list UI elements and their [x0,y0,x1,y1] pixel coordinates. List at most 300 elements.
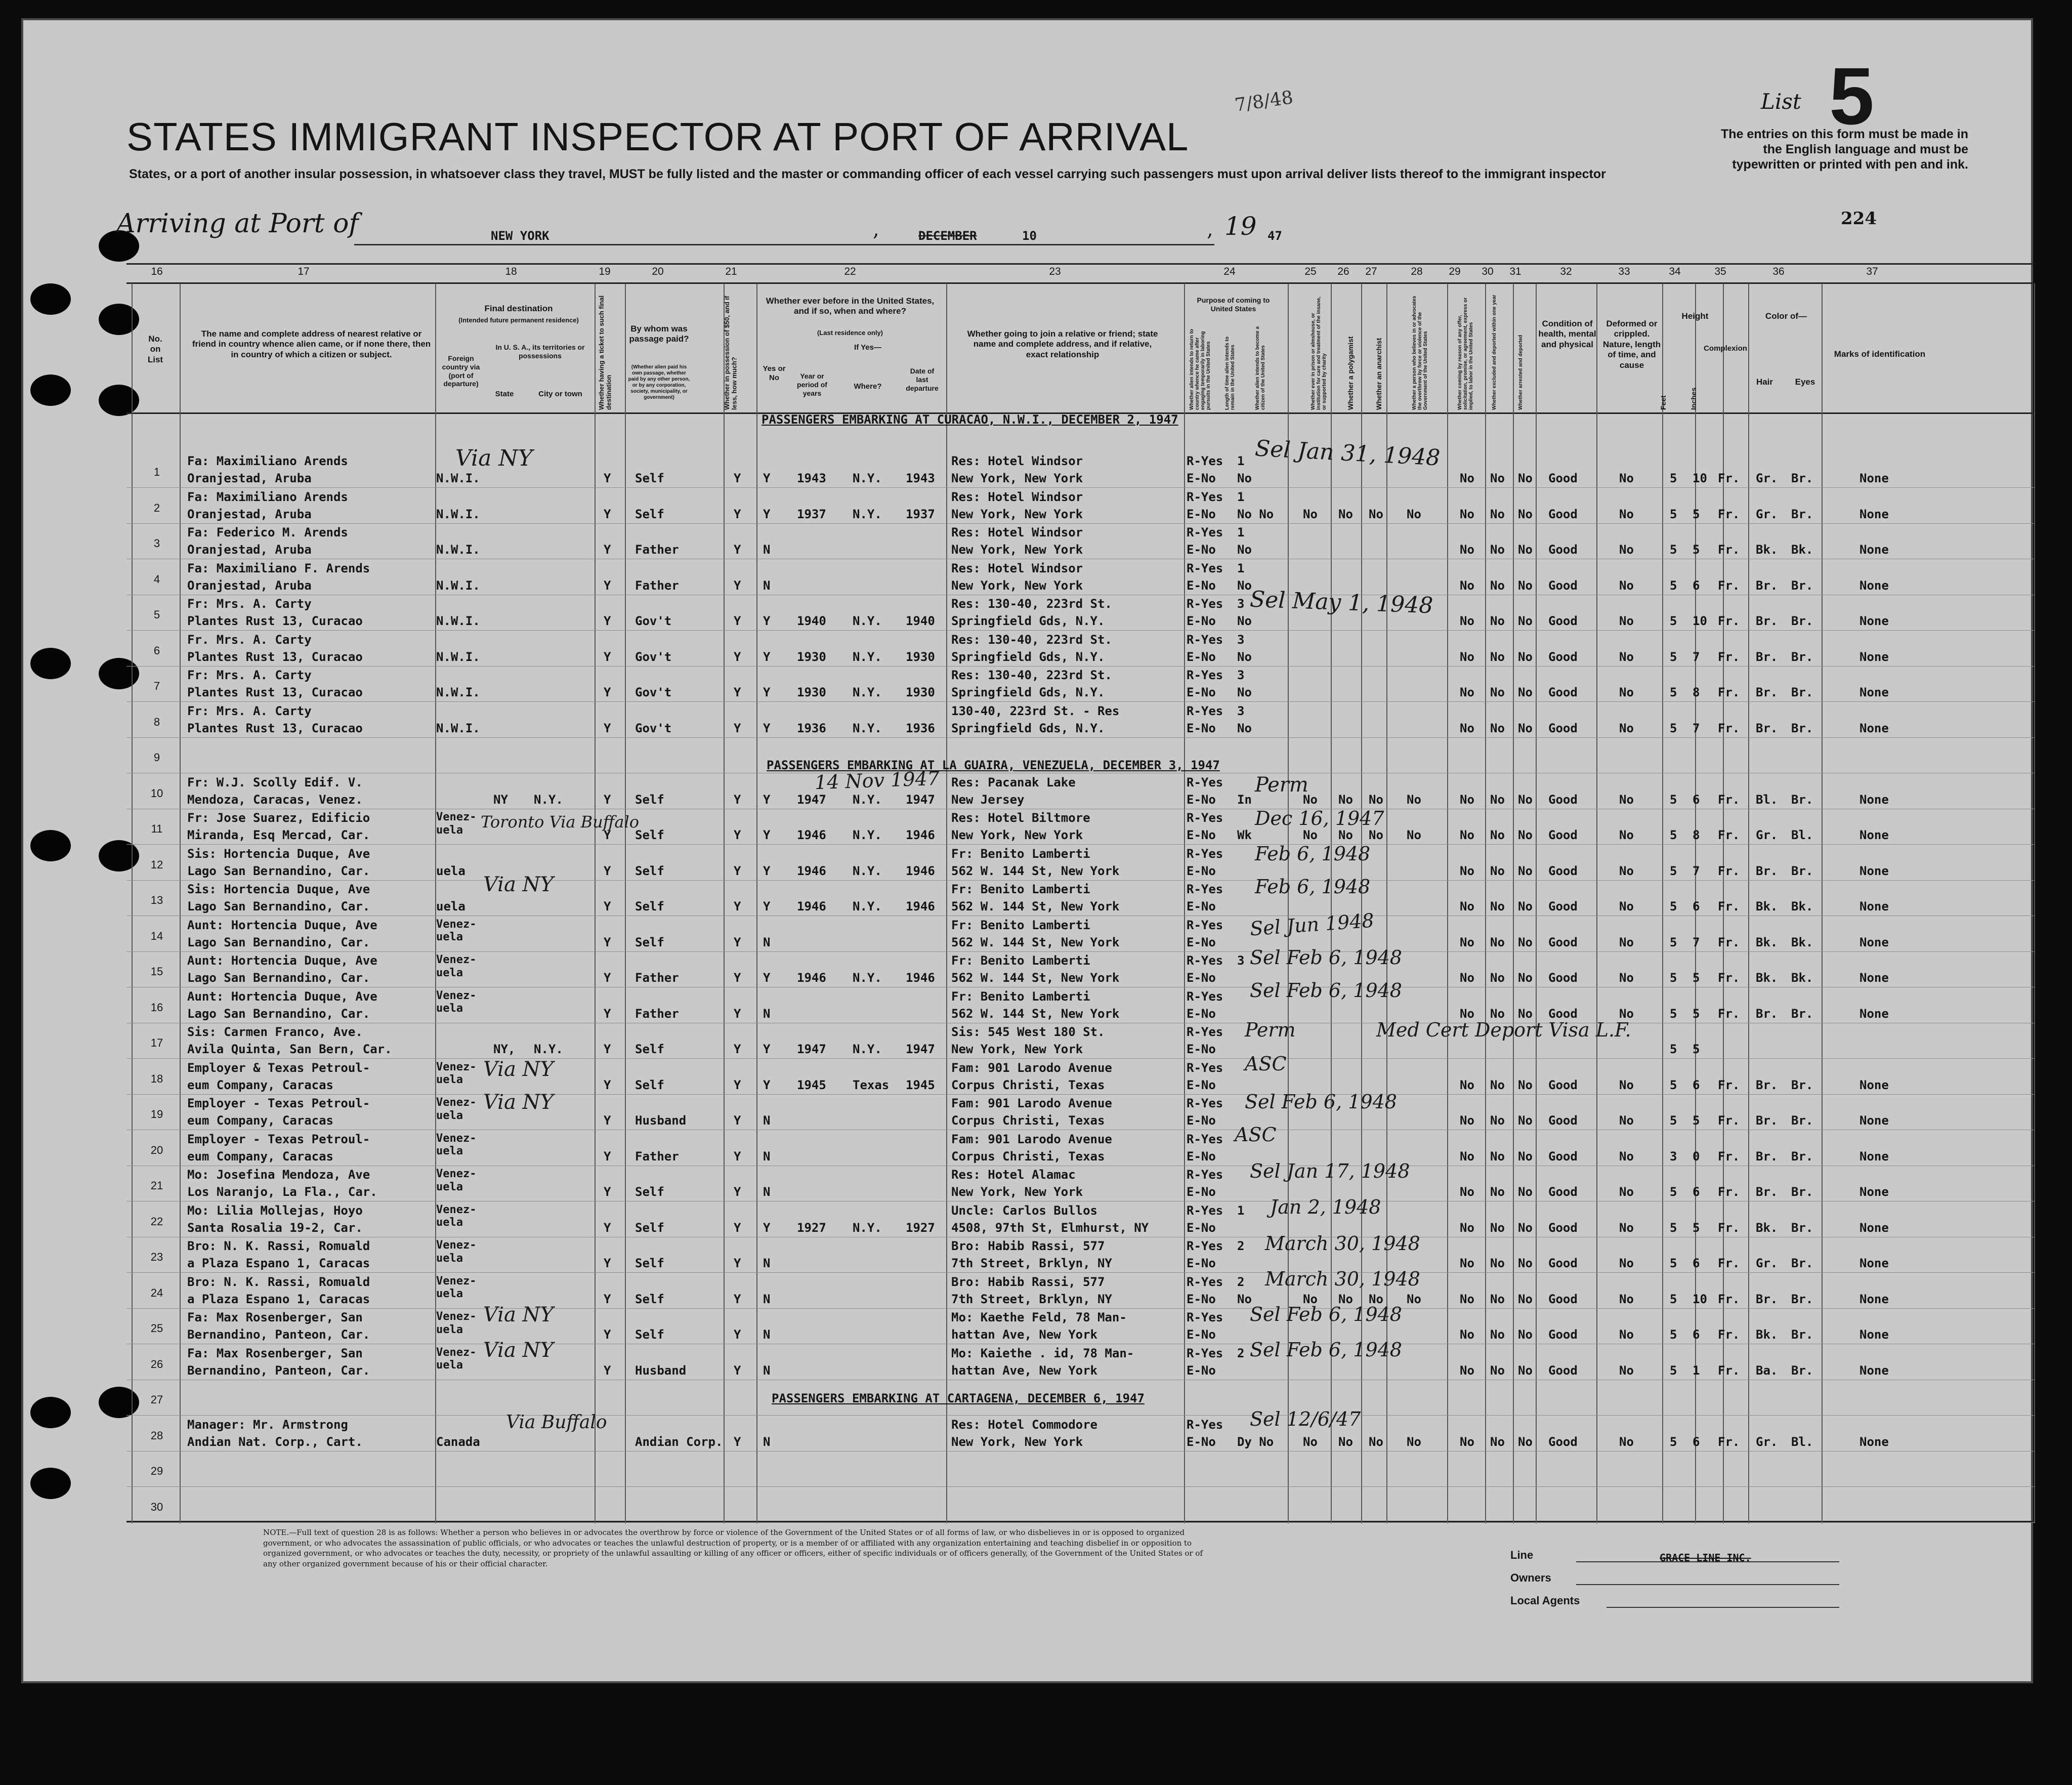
cell-purp-0: R-Yes [1187,668,1223,682]
cell-in: 7 [1693,649,1700,664]
cell-rel-1: Oranjestad, Aruba [187,507,312,521]
cell-hair: Gr. [1756,1434,1778,1449]
question-28-note: NOTE.—Full text of question 28 is as follows: Whether a person who believes in or advocates the overthrow by force or violence of the Government of the United States or of all forms of law, or who disbelieves in or is opposed to organized government, or who advocates the assassination of public officials, or who advocates or teaches the unlawful destruction of property, or is a member of or affiliated with any organization entertaining and teaching disbelief in or opposition to organized government, or who advocates or teaches the duty, necessity, or propriety of the unlawful assaulting or killing of any officer or officers, either of specific individuals or of officers generally, of the Government of the United States or of any other organized government because of his or their official character. [263,1528,1203,1569]
cell-via: N.W.I. [436,578,480,593]
hw-note: Sel Jan 31, 1948 [1254,435,1441,471]
cell-via: N.W.I. [436,507,480,521]
header-joining: Whether going to join a relative or friend; state name and complete address, and if relative, exact relationship [967,329,1158,359]
cell-purp-0: R-Yes [1187,775,1223,790]
cell-ld: 1947 [906,1042,935,1056]
column-divider [724,283,725,1523]
arrival-year-suffix: 47 [1267,229,1282,243]
cell-purp-0: R-Yes [1187,1239,1223,1253]
cell-via: Venez-uela [436,989,477,1015]
cell-rel-1: a Plaza Espano 1, Caracas [187,1256,370,1270]
cell-yn: Y [763,471,771,485]
row-number: 16 [150,1001,163,1014]
cell-join-1: 562 W. 144 St, New York [951,1006,1120,1021]
row-number: 7 [153,680,160,692]
cell-purp-0: R-Yes [1187,561,1223,575]
cell-join-0: Res: Hotel Alamac [951,1168,1076,1182]
cell-f50: Y [734,1077,741,1092]
cell-cx: Fr. [1718,863,1740,878]
cell-ft: 5 [1670,685,1677,699]
hw-note: Toronto Via Buffalo [481,812,639,832]
cell-hair: Ba. [1756,1363,1778,1378]
cell-f50: Y [734,685,741,699]
cell-c31: No [1518,1220,1533,1235]
cell-tk: Y [604,971,611,985]
cell-ld: 1946 [906,899,935,914]
cell-purp-1: E-No [1187,1363,1216,1378]
header-feet: Feet [1659,395,1667,410]
cell-q-1: No [1237,721,1252,735]
cell-marks: None [1859,507,1889,521]
cell-c29: No [1460,614,1474,628]
local-agents-label: Local Agents [1510,1594,1580,1607]
header-paid-by-note: (Whether alien paid his own passage, whether paid by any other person, or by any corporation, society, municipality, or government) [628,364,690,400]
hw-note: March 30, 1948 [1265,1268,1420,1290]
cell-marks: None [1859,578,1889,593]
cell-eyes: Bk. [1791,935,1813,949]
cell-purp-1: E-No [1187,614,1216,628]
cell-def: No [1619,792,1634,807]
column-number: 21 [725,266,737,277]
cell-f50: Y [734,863,741,878]
cell-yn: N [763,1327,771,1342]
cell-rel-0: Fr: W.J. Scolly Edif. V. [187,775,363,790]
cell-purp-1: E-No [1187,685,1216,699]
table-top-rule [126,263,2034,265]
hw-note: Sel 12/6/47 [1250,1408,1361,1430]
cell-purp-0: R-Yes [1187,597,1223,611]
cell-purp-0: R-Yes [1187,811,1223,825]
cell-eyes: Br. [1791,1363,1813,1378]
cell-purp-1: E-No [1187,1185,1216,1199]
column-number: 33 [1618,266,1630,277]
cell-rel-0: Fa: Maximiliano Arends [187,454,348,468]
cell-c29: No [1460,1149,1474,1164]
cell-c31: No [1518,721,1533,735]
cell-yr: 1946 [797,863,826,878]
cell-hair: Br. [1756,578,1778,593]
row-rule [126,1272,2034,1273]
header-q30: Whether excluded and deported within one year [1492,295,1497,410]
cell-hair: Br. [1756,1149,1778,1164]
cell-rel-1: eum Company, Caracas [187,1149,333,1164]
cell-ft: 5 [1670,935,1677,949]
cell-rel-1: Oranjestad, Aruba [187,471,312,485]
cell-c29: No [1460,471,1474,485]
cell-cx: Fr. [1718,792,1740,807]
header-possession-50: Whether in possession of $50, and if less, how much? [723,296,738,410]
cell-hair: Br. [1756,1077,1778,1092]
cell-ld: 1946 [906,971,935,985]
cell-f50: Y [734,1363,741,1378]
cell-via: N.W.I. [436,685,480,699]
cell-eyes: Br. [1791,1220,1813,1235]
column-number: 19 [599,266,611,277]
owners-label: Owners [1510,1571,1551,1584]
line-value: GRACE LINE INC. [1660,1552,1751,1564]
cell-cond: Good [1548,1434,1578,1449]
cell-cx: Fr. [1718,721,1740,735]
cell-c29: No [1460,1185,1474,1199]
cell-yr: 1927 [797,1220,826,1235]
cell-yn: Y [763,1042,771,1056]
column-number: 37 [1866,266,1878,277]
cell-rel-1: Plantes Rust 13, Curacao [187,685,363,699]
comma: , [1207,218,1213,241]
cell-in: 6 [1693,899,1700,914]
cell-rel-0: Fr: Jose Suarez, Edificio [187,811,370,825]
cell-whr: N.Y. [853,507,882,521]
cell-c31: No [1518,471,1533,485]
page-subtitle: States, or a port of another insular possession, in whatsoever class they travel, MUST be fully listed and the master or commanding officer of each vessel carrying such passengers must upon arrival deliver lists thereof to the immigrant inspector [129,167,1606,181]
cell-purp-0: R-Yes [1187,846,1223,861]
cell-q-0: 3 [1237,703,1245,718]
header-if-yes: If Yes— [854,343,881,352]
cell-rel-1: Lago San Bernandino, Car. [187,1006,370,1021]
cell-purp-0: R-Yes [1187,1274,1223,1289]
row-number: 1 [153,466,160,478]
cell-def: No [1619,1256,1634,1270]
row-number: 5 [153,608,160,621]
cell-yr: 1947 [797,1042,826,1056]
hw-note: Via NY [483,1339,554,1362]
cell-f50: Y [734,1434,741,1449]
cell-c30: No [1490,578,1505,593]
cell-tk: Y [604,1006,611,1021]
cell-hair: Gr. [1756,828,1778,842]
cell-f50: Y [734,1149,741,1164]
cell-cx: Fr. [1718,1113,1740,1128]
cell-whr: N.Y. [853,828,882,842]
cell-eyes: Bk. [1791,899,1813,914]
cell-q-1: Wk [1237,828,1252,842]
cell-marks: None [1859,1185,1889,1199]
column-number: 30 [1482,266,1494,277]
cell-hair: Br. [1756,1006,1778,1021]
column-divider [1596,283,1597,1523]
cell-eyes: Br. [1791,863,1813,878]
cell-tk: Y [604,614,611,628]
cell-def: No [1619,828,1634,842]
cell-c31: No [1518,1006,1533,1021]
cell-whr: N.Y. [853,1042,882,1056]
cell-in: 6 [1693,1327,1700,1342]
cell-purp-0: R-Yes [1187,632,1223,647]
cell-rel-1: Andian Nat. Corp., Cart. [187,1434,363,1449]
cell-cond: Good [1548,1113,1578,1128]
cell-join-1: Springfield Gds, N.Y. [951,614,1105,628]
owners-rule [1576,1584,1839,1585]
cell-f50: Y [734,543,741,557]
header-city: City or town [538,390,582,398]
cell-c27: No [1369,792,1383,807]
row-rule [126,1415,2034,1416]
cell-yr: 1946 [797,971,826,985]
cell-eyes: Br. [1791,1149,1813,1164]
header-ticket: Whether having a ticket to such final destination [598,295,613,410]
cell-cond: Good [1548,1327,1578,1342]
row-number: 11 [151,822,163,835]
cell-ld: 1946 [906,828,935,842]
cell-c31: No [1518,1363,1533,1378]
cell-hair: Bl. [1756,792,1778,807]
cell-eyes: Br. [1791,507,1813,521]
column-divider [132,283,133,1523]
cell-cx: Fr. [1718,935,1740,949]
cell-c30: No [1490,935,1505,949]
binder-hole [99,658,139,689]
header-state: State [495,390,514,398]
cell-c29: No [1460,649,1474,664]
cell-rel-1: Plantes Rust 13, Curacao [187,649,363,664]
column-number: 29 [1449,266,1461,277]
hw-note: Sel Feb 6, 1948 [1250,946,1402,969]
cell-cond: Good [1548,935,1578,949]
cell-rel-1: Miranda, Esq Mercad, Car. [187,828,370,842]
arrival-day: 10 [1022,229,1037,243]
cell-rel-0: Aunt: Hortencia Duque, Ave [187,989,377,1004]
cell-c28: No [1407,828,1421,842]
cell-tk: Y [604,1077,611,1092]
cell-def: No [1619,507,1634,521]
cell-c25: No [1303,1434,1318,1449]
cell-cond: Good [1548,1220,1578,1235]
row-number: 19 [150,1108,163,1120]
binder-hole [99,385,139,416]
cell-hair: Br. [1756,721,1778,735]
cell-rel-1: Lago San Bernandino, Car. [187,935,370,949]
cell-via: Canada [436,1434,480,1449]
cell-cond: Good [1548,828,1578,842]
cell-via: uela [436,899,466,914]
arriving-label: Arriving at Port of [116,209,359,239]
cell-tk: Y [604,1149,611,1164]
cell-def: No [1619,1363,1634,1378]
cell-eyes: Br. [1791,1292,1813,1306]
cell-c30: No [1490,1185,1505,1199]
column-number: 32 [1560,266,1572,277]
cell-ld: 1943 [906,471,935,485]
cell-cx: Fr. [1718,1363,1740,1378]
cell-join-1: 7th Street, Brklyn, NY [951,1256,1112,1270]
cell-in: 5 [1693,1220,1700,1235]
cell-q-1: No [1237,471,1252,485]
cell-join-1: New Jersey [951,792,1025,807]
cell-rel-0: Bro: N. K. Rassi, Romuald [187,1239,370,1253]
hw-note: Dec 16, 1947 [1255,807,1384,829]
binder-hole [30,830,71,861]
cell-join-0: Mo: Kaiethe . id, 78 Man- [951,1346,1134,1360]
cell-c31: No [1518,1113,1533,1128]
cell-join-0: Fr: Benito Lamberti [951,953,1090,968]
cell-c31: No [1518,1292,1533,1306]
cell-rel-0: Manager: Mr. Armstrong [187,1417,348,1432]
cell-yn: N [763,1185,771,1199]
hw-note: Med Cert Deport Visa L.F. [1376,1019,1631,1041]
cell-paid: Husband [635,1113,687,1128]
column-divider [1662,283,1663,1523]
header-condition: Condition of health, mental and physical [1538,319,1596,349]
row-number: 30 [150,1500,163,1513]
row-number: 14 [150,929,163,942]
cell-hair: Br. [1756,1185,1778,1199]
cell-cond: Good [1548,1149,1578,1164]
cell-ft: 5 [1670,578,1677,593]
cell-ld: 1946 [906,863,935,878]
cell-c27: No [1369,1434,1383,1449]
cell-whr: N.Y. [853,649,882,664]
cell-ft: 5 [1670,543,1677,557]
header-year-period: Year or period of years [797,372,827,397]
cell-eyes: Bk. [1791,971,1813,985]
cell-paid: Father [635,1149,679,1164]
cell-paid: Gov't [635,685,672,699]
cell-ft: 5 [1670,507,1677,521]
cell-rel-0: Sis: Hortencia Duque, Ave [187,846,370,861]
cell-join-0: Res: Hotel Windsor [951,525,1083,539]
cell-rel-0: Fr: Mrs. A. Carty [187,597,312,611]
header-where: Where? [854,382,882,391]
cell-join-0: 130-40, 223rd St. - Res [951,703,1120,718]
cell-rel-0: Employer - Texas Petroul- [187,1132,370,1146]
cell-marks: None [1859,543,1889,557]
cell-join-0: Fr: Benito Lamberti [951,882,1090,896]
column-divider [625,283,626,1523]
cell-ft: 3 [1670,1149,1677,1164]
cell-join-0: Res: 130-40, 223rd St. [951,632,1112,647]
cell-eyes: Bl. [1791,828,1813,842]
cell-cx: Fr. [1718,1077,1740,1092]
cell-purp-1: E-No [1187,863,1216,878]
cell-cx: Fr. [1718,471,1740,485]
row-number: 17 [150,1036,163,1049]
cell-def: No [1619,471,1634,485]
cell-c29: No [1460,792,1474,807]
row-rule [126,737,2034,738]
header-usa: In U. S. A., its territories or possessions [495,343,585,360]
cell-join-1: 562 W. 144 St, New York [951,935,1120,949]
cell-purp-1: E-No [1187,1327,1216,1342]
cell-marks: None [1859,1292,1889,1306]
cell-rel-1: Oranjestad, Aruba [187,578,312,593]
cell-yn: Y [763,1077,771,1092]
row-number: 4 [153,572,160,586]
cell-join-0: Res: 130-40, 223rd St. [951,597,1112,611]
cell-ft: 5 [1670,1185,1677,1199]
header-foreign-country: Foreign country via (port of departure) [442,354,480,388]
cell-c26: No [1338,792,1353,807]
cell-eyes: Br. [1791,649,1813,664]
row-rule [126,1058,2034,1059]
page-number: 224 [1841,209,1877,229]
cell-in: 10 [1693,471,1707,485]
cell-c31: No [1518,1256,1533,1270]
cell-f50: Y [734,721,741,735]
cell-hair: Br. [1756,649,1778,664]
cell-in: 10 [1693,1292,1707,1306]
cell-q-1: No [1237,685,1252,699]
cell-purp-0: R-Yes [1187,953,1223,968]
cell-join-0: Uncle: Carlos Bullos [951,1203,1097,1218]
cell-cond: Good [1548,1363,1578,1378]
cell-def: No [1619,1113,1634,1128]
cell-join-0: Mo: Kaethe Feld, 78 Man- [951,1310,1127,1324]
row-number: 27 [150,1393,163,1406]
cell-cx: Fr. [1718,971,1740,985]
cell-yr: 1930 [797,649,826,664]
cell-yn: Y [763,1220,771,1235]
cell-rel-1: Lago San Bernandino, Car. [187,899,370,914]
cell-ft: 5 [1670,828,1677,842]
cell-yr: 1940 [797,614,826,628]
cell-join-0: Fam: 901 Larodo Avenue [951,1060,1112,1075]
cell-yn: Y [763,863,771,878]
cell-marks: None [1859,1077,1889,1092]
header-color-of: Color of— [1765,311,1807,321]
header-complexion: Complexion [1704,344,1747,353]
cell-paid: Self [635,1042,664,1056]
header-final-destination: Final destination [484,304,553,313]
binder-hole [30,648,71,679]
cell-q-0: 3 [1237,953,1245,968]
cell-in: 5 [1693,1006,1700,1021]
row-number: 24 [150,1286,163,1299]
cell-yn: Y [763,685,771,699]
cell-f50: Y [734,1185,741,1199]
cell-eyes: Br. [1791,578,1813,593]
cell-join-0: Res: Hotel Windsor [951,454,1083,468]
cell-marks: None [1859,863,1889,878]
cell-join-1: 562 W. 144 St, New York [951,971,1120,985]
cell-via: Venez-uela [436,1310,477,1336]
cell-paid: Self [635,1077,664,1092]
cell-rel-0: Fr: Mrs. A. Carty [187,703,312,718]
cell-tk: Y [604,685,611,699]
row-rule [126,880,2034,881]
cell-via: N.W.I. [436,471,480,485]
cell-yn: Y [763,899,771,914]
cell-join-1: Corpus Christi, Texas [951,1113,1105,1128]
column-number: 35 [1714,266,1726,277]
cell-marks: None [1859,899,1889,914]
cell-yn: Y [763,971,771,985]
cell-marks: None [1859,1256,1889,1270]
header-last-departure: Date of last departure [906,367,939,392]
cell-join-0: Bro: Habib Rassi, 577 [951,1239,1105,1253]
cell-yr: 1943 [797,471,826,485]
cell-c29: No [1460,1006,1474,1021]
cell-in: 5 [1693,507,1700,521]
cell-cond: Good [1548,1292,1578,1306]
cell-join-0: Fr: Benito Lamberti [951,989,1090,1004]
cell-rel-0: Fa: Max Rosenberger, San [187,1310,363,1324]
header-q31: Whether arrested and deported [1518,335,1524,410]
cell-c30: No [1490,1220,1505,1235]
cell-q-0: 3 [1237,597,1245,611]
cell-def: No [1619,863,1634,878]
column-divider [946,283,947,1523]
cell-f50: Y [734,471,741,485]
section-cartagena: PASSENGERS EMBARKING AT CARTAGENA, DECEMBER 6, 1947 [772,1391,1145,1405]
cell-rel-1: Mendoza, Caracas, Venez. [187,792,363,807]
cell-c30: No [1490,1363,1505,1378]
column-divider [2034,283,2035,1523]
cell-hair: Bk. [1756,899,1778,914]
